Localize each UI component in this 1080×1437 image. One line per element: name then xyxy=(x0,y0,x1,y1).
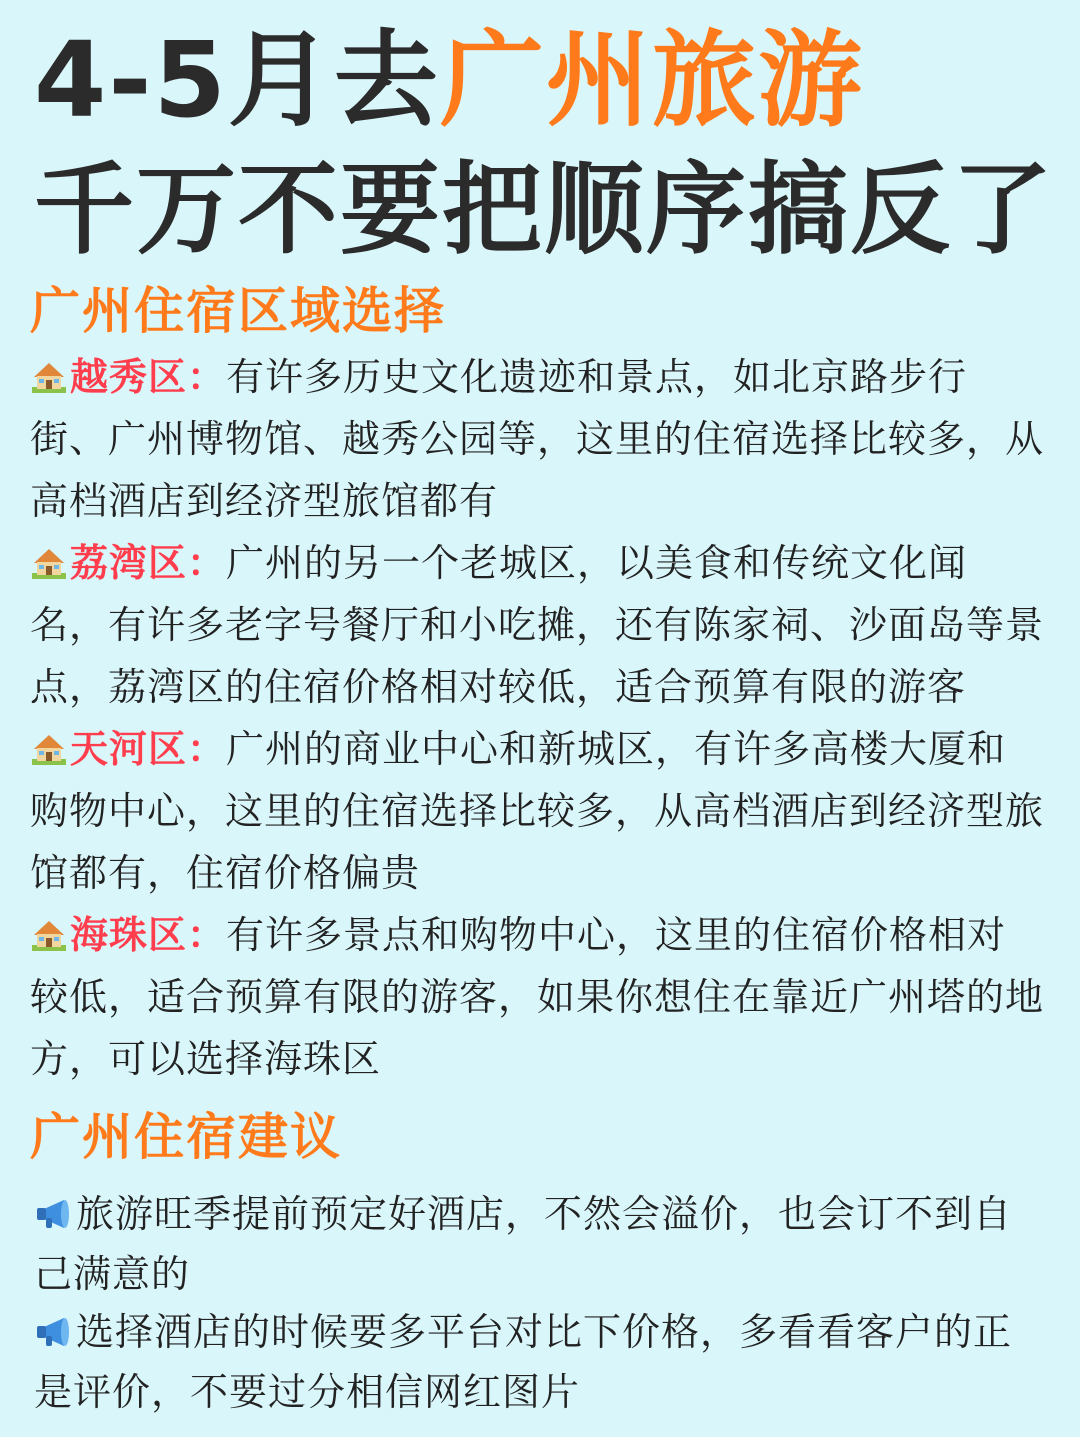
megaphone-icon xyxy=(34,1197,76,1231)
house-icon xyxy=(30,359,68,395)
area-name: 海珠区： xyxy=(70,913,227,957)
area-description: 有许多历史文化遗迹和景点，如北京路步行街、广州博物馆、越秀公园等，这里的住宿选择比较多，从高档酒店到经济型旅馆都有 xyxy=(30,355,1045,523)
area-description: 广州的商业中心和新城区，有许多高楼大厦和购物中心，这里的住宿选择比较多，从高档酒店到经济型旅馆都有，住宿价格偏贵 xyxy=(30,727,1045,895)
suggestion-item xyxy=(34,1302,1044,1422)
area-paragraph xyxy=(30,718,1045,904)
area-paragraph xyxy=(30,904,1045,1090)
house-icon xyxy=(30,917,68,953)
area-description: 有许多景点和购物中心，这里的住宿价格相对较低，适合预算有限的游客，如果你想住在靠近广州塔的地方，可以选择海珠区 xyxy=(30,913,1045,1081)
suggestion-text: 旅游旺季提前预定好酒店，不然会溢价，也会订不到自己满意的 xyxy=(34,1192,1013,1296)
section-heading-suggestions: 广州住宿建议 xyxy=(30,1108,342,1166)
main-title-line2: 千万不要把顺序搞反了 xyxy=(34,151,1054,268)
suggestion-item xyxy=(34,1184,1044,1304)
house-icon xyxy=(30,731,68,767)
megaphone-icon xyxy=(34,1315,76,1349)
area-name: 荔湾区： xyxy=(70,541,227,585)
title-prefix: 4-5月去 xyxy=(34,19,440,141)
section-heading-areas: 广州住宿区域选择 xyxy=(30,282,446,340)
area-description: 广州的另一个老城区，以美食和传统文化闻名，有许多老字号餐厅和小吃摊，还有陈家祠、沙面岛等景点，荔湾区的住宿价格相对较低，适合预算有限的游客 xyxy=(30,541,1045,709)
area-name: 越秀区： xyxy=(70,355,227,399)
main-title-line1 xyxy=(34,19,864,141)
area-paragraph xyxy=(30,532,1045,718)
area-paragraph xyxy=(30,346,1045,532)
area-name: 天河区： xyxy=(70,727,227,771)
house-icon xyxy=(30,545,68,581)
title-highlight: 广州旅游 xyxy=(439,19,864,141)
suggestion-text: 选择酒店的时候要多平台对比下价格，多看看客户的正是评价，不要过分相信网红图片 xyxy=(34,1310,1013,1414)
